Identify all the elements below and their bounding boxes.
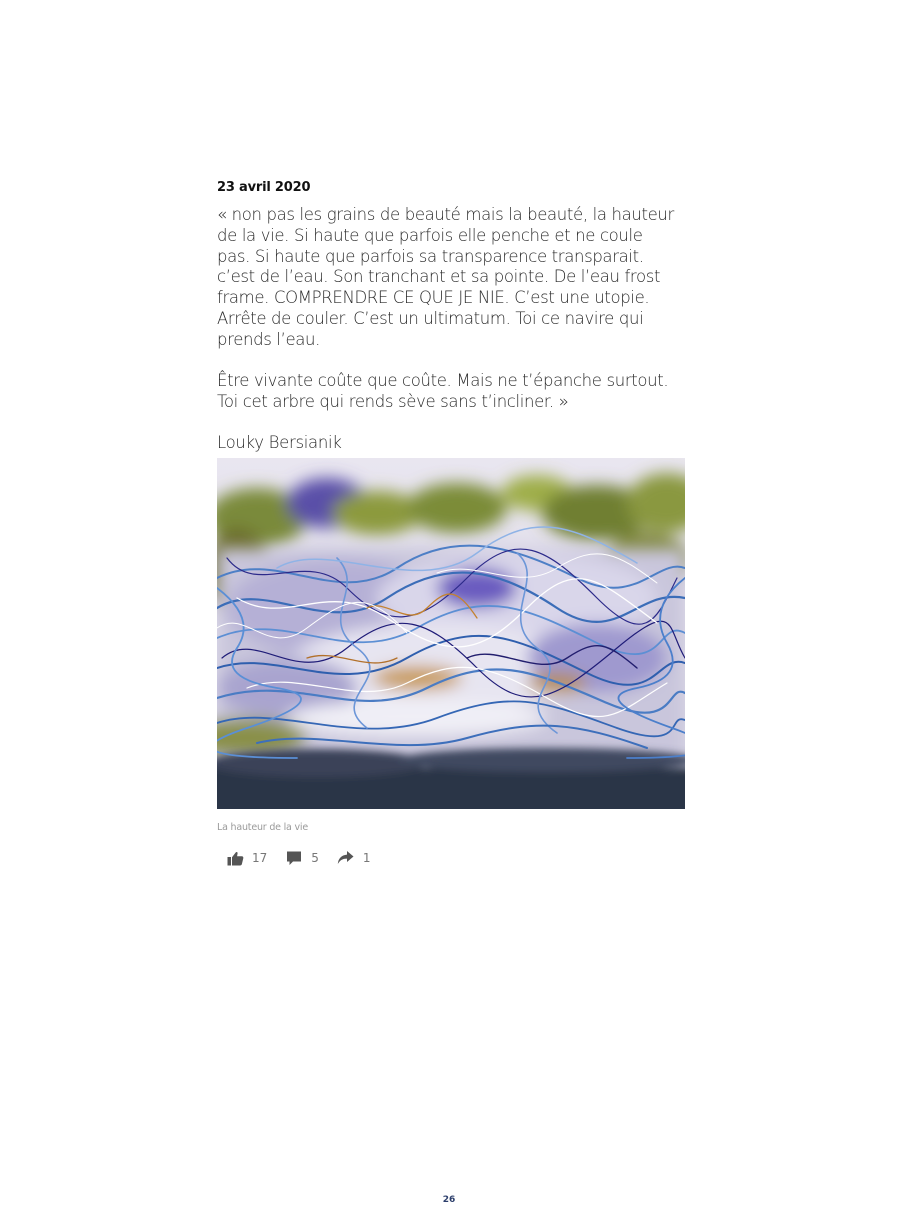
text-line: Arrête de couler. C’est un ultimatum. Toi ce navire qui [217, 308, 644, 328]
comment-button[interactable] [285, 849, 319, 867]
text-line: de la vie. Si haute que parfois elle penche et ne coule [217, 225, 643, 245]
post-paragraph-2 [217, 371, 685, 413]
text-line: frame. COMPRENDRE CE QUE JE NIE. C’est une utopie. [217, 288, 650, 308]
post-actions [226, 849, 685, 867]
text-line: Toi cet arbre qui rends sève sans t’incliner. » [217, 392, 569, 412]
image-caption: La hauteur de la vie [217, 821, 308, 833]
share-button[interactable] [337, 849, 371, 867]
comment-count: 5 [311, 850, 319, 865]
share-count: 1 [362, 850, 371, 865]
like-button[interactable] [226, 849, 267, 867]
thumbs-up-icon [226, 849, 244, 867]
text-line: prends l’eau. [217, 329, 321, 349]
text-line: c’est de l’eau. Son tranchant et sa pointe. De l’eau frost [217, 267, 661, 287]
post-author: Louky Bersianik [217, 432, 342, 452]
post-image[interactable] [217, 458, 685, 809]
share-arrow-icon [337, 849, 355, 867]
post-paragraph-1 [217, 205, 685, 351]
text-line: pas. Si haute que parfois sa transparence transparait. [217, 246, 644, 266]
text-line: « non pas les grains de beauté mais la beauté, la hauteur [217, 205, 674, 224]
post-date: 23 avril 2020 [217, 180, 311, 195]
post [217, 180, 685, 867]
page-number: 26 [442, 1195, 456, 1205]
speech-bubble-icon [285, 849, 303, 867]
post-text [217, 205, 685, 413]
like-count: 17 [252, 850, 268, 865]
text-line: Être vivante coûte que coûte. Mais ne t’épanche surtout. [217, 371, 669, 391]
